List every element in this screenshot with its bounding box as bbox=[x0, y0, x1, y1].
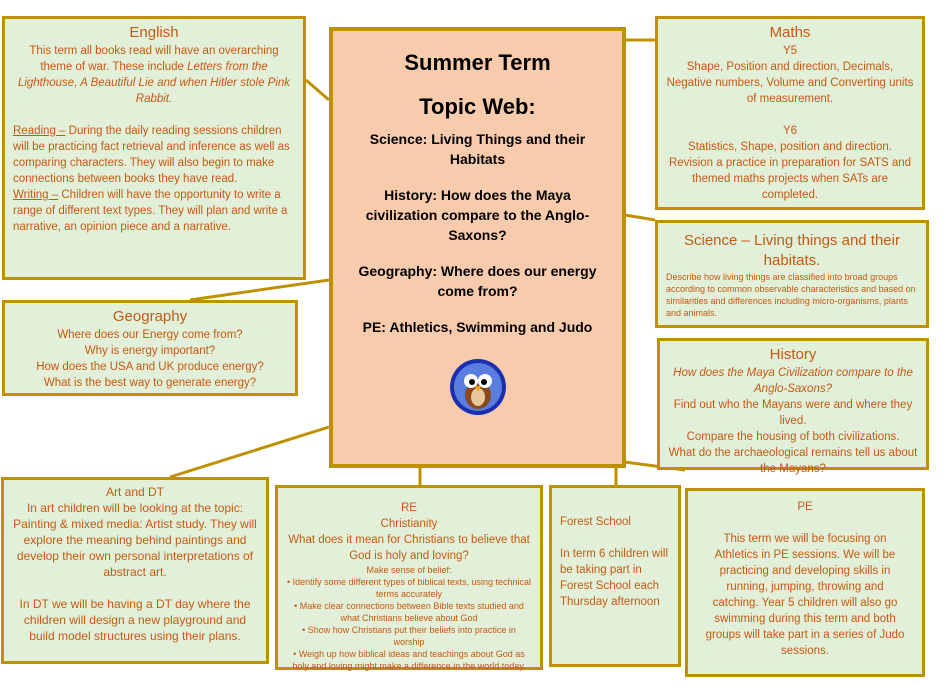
re-heading: RE bbox=[401, 502, 417, 514]
writing-label: Writing – bbox=[13, 189, 59, 201]
re-bullet: • Identify some different types of biblical texts, using technical terms accurately bbox=[286, 577, 532, 599]
geo-line: Where does our Energy come from? bbox=[57, 329, 243, 341]
topic-geography: Geography: Where does our energy come from? bbox=[358, 263, 597, 299]
re-label: Make sense of belief: bbox=[366, 565, 452, 575]
pe-heading: PE bbox=[797, 501, 813, 513]
science-box bbox=[655, 220, 929, 328]
history-line: What do the archaeological remains tell us about the Mayans? bbox=[668, 447, 918, 475]
english-intro: This term all books read will have an overarching theme of war. These include bbox=[29, 45, 279, 73]
re-bullet: • Make clear connections between Bible texts studied and what Christians believe about God bbox=[294, 601, 524, 623]
re-subheading: Christianity bbox=[380, 518, 438, 530]
subtitle: Topic Web: bbox=[419, 94, 536, 119]
title: Summer Term bbox=[404, 50, 551, 75]
english-books: Letters from the Lighthouse, A Beautiful Lie and when Hitler stole Pink Rabbit. bbox=[17, 61, 291, 105]
geography-heading: Geography bbox=[112, 308, 188, 325]
topic-history: History: How does the Maya civilization compare to the Anglo-Saxons? bbox=[365, 187, 590, 243]
history-heading: History bbox=[769, 346, 817, 363]
science-heading: Science – Living things and their habitats. bbox=[684, 232, 900, 269]
topic-web-center bbox=[329, 27, 626, 468]
y6-text: Statistics, Shape, position and direction. Revision a practice in preparation for SATS and themed maths projects when SATs are completed. bbox=[668, 141, 912, 201]
english-box bbox=[2, 16, 306, 280]
y5-text: Shape, Position and direction, Decimals, Negative numbers, Volume and Converting units of measurement. bbox=[666, 61, 914, 105]
history-line: Compare the housing of both civilizations. bbox=[686, 431, 900, 443]
y5-label: Y5 bbox=[782, 45, 798, 57]
owl-icon bbox=[448, 357, 508, 417]
art-box bbox=[1, 477, 269, 664]
geo-line: What is the best way to generate energy? bbox=[43, 377, 257, 389]
pe-text: This term we will be focusing on Athletics in PE sessions. We will be practicing and developing skills in running, jumping, throwing and catching. Year 5 children will also go swimming during this term and both groups will take part in a series of Judo sessions. bbox=[705, 533, 905, 657]
dt-text: In DT we will be having a DT day where the children will design a new playground and build model structures using their plans. bbox=[19, 597, 251, 643]
pe-box bbox=[685, 488, 925, 677]
reading-label: Reading – bbox=[13, 125, 66, 137]
y6-label: Y6 bbox=[782, 125, 798, 137]
science-text: Describe how living things are classified into broad groups according to common observable characteristics and based on similarities and differences including micro-organisms, plants and animals. bbox=[666, 272, 916, 318]
writing-text: Children will have the opportunity to write a range of different text types. They will plan and write a narrative, an opinion piece and a narrative. bbox=[13, 189, 288, 233]
maths-heading: Maths bbox=[769, 24, 811, 41]
re-box bbox=[275, 485, 543, 670]
history-line: Find out who the Mayans were and where they lived. bbox=[673, 399, 913, 427]
re-bullet: • Show how Christians put their beliefs into practice in worship bbox=[302, 625, 516, 647]
english-heading: English bbox=[129, 24, 179, 41]
forest-school-box bbox=[549, 485, 681, 667]
history-box bbox=[657, 338, 929, 475]
geo-line: Why is energy important? bbox=[84, 345, 216, 357]
topic-pe: PE: Athletics, Swimming and Judo bbox=[362, 319, 593, 335]
forest-heading: Forest School bbox=[560, 516, 631, 528]
geo-line: How does the USA and UK produce energy? bbox=[36, 361, 264, 373]
geography-box bbox=[2, 300, 298, 396]
forest-text: In term 6 children will be taking part in Forest School each Thursday afternoon bbox=[560, 548, 669, 608]
re-question: What does it mean for Christians to believe that God is holy and loving? bbox=[288, 534, 530, 562]
maths-box bbox=[655, 16, 925, 210]
topic-science: Science: Living Things and their Habitats bbox=[369, 131, 586, 167]
art-heading: Art and DT bbox=[105, 485, 165, 499]
history-question: How does the Maya Civilization compare to the Anglo-Saxons? bbox=[673, 367, 913, 395]
art-text: In art children will be looking at the topic: Painting & mixed media: Artist study. They will explore the meaning behind paintings and develop their own personal interpretations of abstract art. bbox=[13, 501, 257, 579]
re-bullet: • Weigh up how biblical ideas and teachings about God as holy and loving might make a difference in the world today. bbox=[292, 649, 526, 671]
reading-text: During the daily reading sessions children will be practicing fact retrieval and inference as well as comparing characters. They will also begin to make connections between books they have read. bbox=[13, 125, 290, 185]
